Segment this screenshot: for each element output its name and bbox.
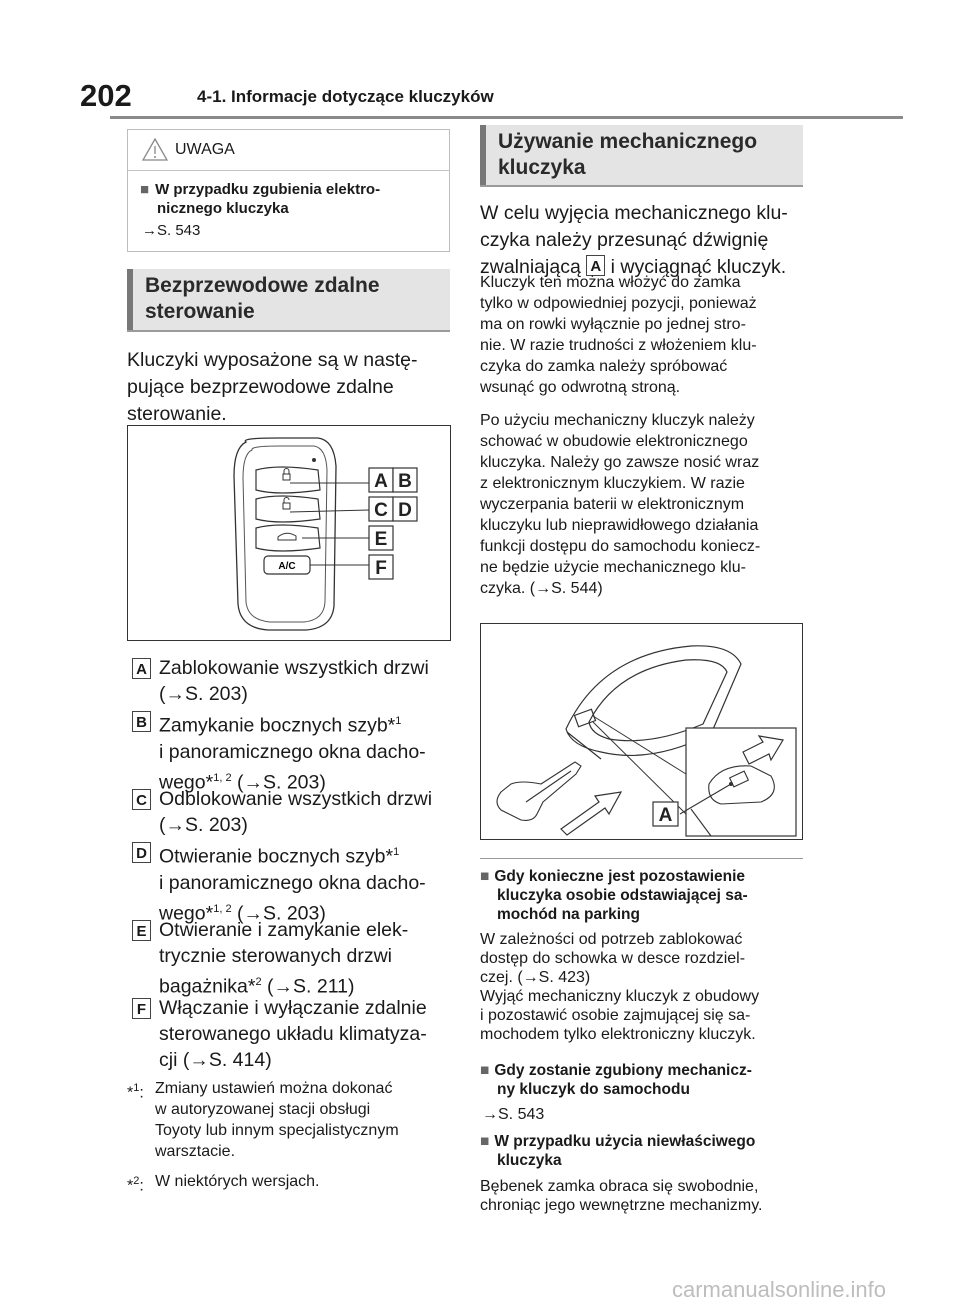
square-bullet-icon: ■ bbox=[480, 868, 490, 885]
para-line: z elektronicznym kluczykiem. W razie bbox=[480, 475, 745, 492]
item-line: (→S. 203) bbox=[159, 683, 248, 705]
footnote-line: w autoryzowanej stacji obsługi bbox=[155, 1101, 371, 1118]
subheading-line: ny kluczyk do samochodu bbox=[497, 1081, 690, 1098]
watermark[interactable]: carmanualsonline.info bbox=[672, 1277, 887, 1302]
section-title: 4-1. Informacje dotyczące kluczyków bbox=[197, 87, 494, 106]
intro-text: i wyciągnąć kluczyk. bbox=[610, 256, 787, 278]
sub1-text bbox=[480, 930, 759, 1044]
item-line: sterowanego układu klimatyza- bbox=[159, 1023, 427, 1045]
para-line: Po użyciu mechaniczny kluczyk należy bbox=[480, 412, 755, 429]
heading-line: Bezprzewodowe zdalne bbox=[145, 274, 380, 297]
warning-heading-line: W przypadku zgubienia elektro- bbox=[155, 181, 381, 198]
fob-ac-label: A/C bbox=[278, 561, 296, 572]
intro-line: sterowanie. bbox=[127, 403, 227, 425]
square-bullet-icon: ■ bbox=[140, 181, 150, 198]
para-line: czyka. (→S. 544) bbox=[480, 580, 603, 597]
footnote-line: W niektórych wersjach. bbox=[155, 1173, 320, 1190]
para-line: czej. (→S. 423) bbox=[480, 969, 591, 986]
subheading-line: Gdy konieczne jest pozostawienie bbox=[494, 868, 746, 885]
heading-line: kluczyka bbox=[498, 156, 586, 179]
heading-mechanical bbox=[480, 125, 803, 185]
subheading-line: kluczyka osobie odstawiającej sa- bbox=[497, 887, 748, 904]
footnote-line: Toyoty lub innym specjalistycznym bbox=[155, 1122, 399, 1139]
fig-label-b: B bbox=[398, 471, 412, 492]
para-line: kluczyka. Należy go zawsze nosić wraz bbox=[480, 454, 760, 471]
subheading-line: W przypadku użycia niewłaściwego bbox=[494, 1133, 756, 1150]
para-line: Bębenek zamka obraca się swobodnie, bbox=[480, 1178, 759, 1195]
subheading-parking bbox=[480, 867, 748, 924]
warning-heading-line: nicznego kluczyka bbox=[157, 200, 289, 217]
sub2-text: →S. 543 bbox=[482, 1106, 545, 1123]
fig-label-f: F bbox=[375, 558, 387, 579]
item-line: Zablokowanie wszystkich drzwi bbox=[159, 657, 429, 679]
para-line: czyka do zamka należy spróbować bbox=[480, 358, 728, 375]
heading-underline bbox=[127, 330, 450, 332]
intro-line: czyka należy przesunąć dźwignię bbox=[480, 229, 769, 251]
wireless-intro bbox=[127, 347, 417, 428]
key-fob-figure bbox=[127, 425, 451, 641]
footnote-mark: *$^1$: bbox=[127, 1082, 144, 1102]
item-tag: C bbox=[132, 789, 151, 810]
mechanical-intro bbox=[480, 200, 788, 281]
fig-label-a: A bbox=[374, 471, 388, 492]
fig-label-a: A bbox=[658, 805, 673, 826]
para-line: ma on rowki wyłącznie po jednej stro- bbox=[480, 316, 746, 333]
heading-line: Używanie mechanicznego bbox=[498, 130, 758, 153]
subheading-line: mochód na parking bbox=[497, 906, 640, 923]
mechanical-para1 bbox=[480, 272, 757, 398]
header-rule bbox=[110, 116, 903, 119]
warning-header bbox=[128, 130, 449, 171]
para-line: W zależności od potrzeb zablokować bbox=[480, 931, 743, 948]
item-line: Odblokowanie wszystkich drzwi bbox=[159, 788, 433, 810]
item-line: i panoramicznego okna dacho- bbox=[159, 871, 426, 894]
sub3-text bbox=[480, 1177, 763, 1215]
para-line: Wyjąć mechaniczny kluczyk z obudowy bbox=[480, 988, 760, 1005]
para-line: funkcji dostępu do samochodu koniecz- bbox=[480, 538, 761, 555]
footnote-line: warsztacie. bbox=[155, 1143, 236, 1160]
subheading-line: Gdy zostanie zgubiony mechanicz- bbox=[494, 1062, 752, 1079]
item-line: (→S. 203) bbox=[159, 814, 248, 836]
subheading-lost-key bbox=[480, 1061, 752, 1099]
subheading-wrong-key bbox=[480, 1132, 755, 1170]
intro-line: Kluczyki wyposażone są w nastę- bbox=[127, 349, 418, 371]
subheading-line: kluczyka bbox=[497, 1152, 562, 1169]
fig-label-c: C bbox=[374, 500, 388, 521]
item-line: wego*$^{1, 2}$ (→S. 203) bbox=[159, 902, 326, 924]
para-line: ne będzie użycie mechanicznego klu- bbox=[480, 559, 746, 576]
para-line: wyczerpania baterii w elektronicznym bbox=[480, 496, 745, 513]
item-line: Włączanie i wyłączanie zdalnie bbox=[159, 997, 427, 1019]
item-tag: D bbox=[132, 842, 151, 863]
para-line: Kluczyk ten można włożyć do zamka bbox=[480, 274, 741, 291]
intro-text: zwalniającą bbox=[480, 256, 581, 278]
item-line: bagażnika*$^2$ (→S. 211) bbox=[159, 975, 355, 998]
para-line: schować w obudowie elektronicznego bbox=[480, 433, 748, 450]
warning-heading bbox=[140, 180, 380, 218]
para-line: chroniąc jego wewnętrzne mechanizmy. bbox=[480, 1197, 763, 1214]
para-line: wsunąć go odwrotną stroną. bbox=[480, 379, 681, 396]
warning-ref: →S. 543 bbox=[142, 222, 201, 239]
heading-line: sterowanie bbox=[145, 300, 255, 323]
footnote-mark: *$^2$: bbox=[127, 1175, 144, 1195]
warning-triangle-icon bbox=[142, 138, 168, 161]
item-tag: A bbox=[132, 658, 151, 679]
item-line: cji (→S. 414) bbox=[159, 1049, 272, 1071]
warning-box bbox=[127, 129, 450, 252]
mechanical-key-figure bbox=[480, 623, 803, 840]
mechanical-key-illustration bbox=[481, 624, 802, 839]
square-bullet-icon: ■ bbox=[480, 1133, 490, 1150]
para-line: nie. W razie trudności z włożeniem klu- bbox=[480, 337, 757, 354]
para-line: mochodem tylko elektroniczny kluczyk. bbox=[480, 1026, 756, 1043]
intro-line: W celu wyjęcia mechanicznego klu- bbox=[480, 202, 788, 224]
para-line: dostęp do schowka w desce rozdziel- bbox=[480, 950, 746, 967]
heading-underline bbox=[480, 185, 803, 187]
fig-label-e: E bbox=[374, 529, 388, 550]
warning-title: UWAGA bbox=[175, 141, 235, 158]
para-line: kluczyku lub nieprawidłowego działania bbox=[480, 517, 759, 534]
key-fob-illustration bbox=[128, 426, 450, 640]
section-divider bbox=[480, 858, 803, 859]
item-tag: E bbox=[132, 920, 151, 941]
intro-line: pujące bezprzewodowe zdalne bbox=[127, 376, 394, 398]
item-line: i panoramicznego okna dacho- bbox=[159, 740, 426, 763]
item-line: trycznie sterowanych drzwi bbox=[159, 945, 392, 967]
heading-wireless bbox=[127, 269, 450, 330]
para-line: i pozostawić osobie zajmującej się sa- bbox=[480, 1007, 751, 1024]
item-line: Otwieranie i zamykanie elek- bbox=[159, 919, 409, 941]
fig-label-d: D bbox=[398, 500, 412, 521]
item-tag: B bbox=[132, 711, 151, 732]
mechanical-para2 bbox=[480, 410, 760, 599]
footnote-line: Zmiany ustawień można dokonać bbox=[155, 1080, 393, 1097]
para-line: tylko w odpowiedniej pozycji, ponieważ bbox=[480, 295, 757, 312]
square-bullet-icon: ■ bbox=[480, 1062, 490, 1079]
page-number: 202 bbox=[80, 78, 132, 113]
item-line: wego*$^{1, 2}$ (→S. 203) bbox=[159, 771, 326, 793]
intro-tag: A bbox=[586, 255, 605, 276]
item-line: Zamykanie bocznych szyb*$^1$ bbox=[159, 714, 402, 737]
item-line: Otwieranie bocznych szyb*$^1$ bbox=[159, 845, 400, 868]
item-tag: F bbox=[132, 998, 151, 1019]
